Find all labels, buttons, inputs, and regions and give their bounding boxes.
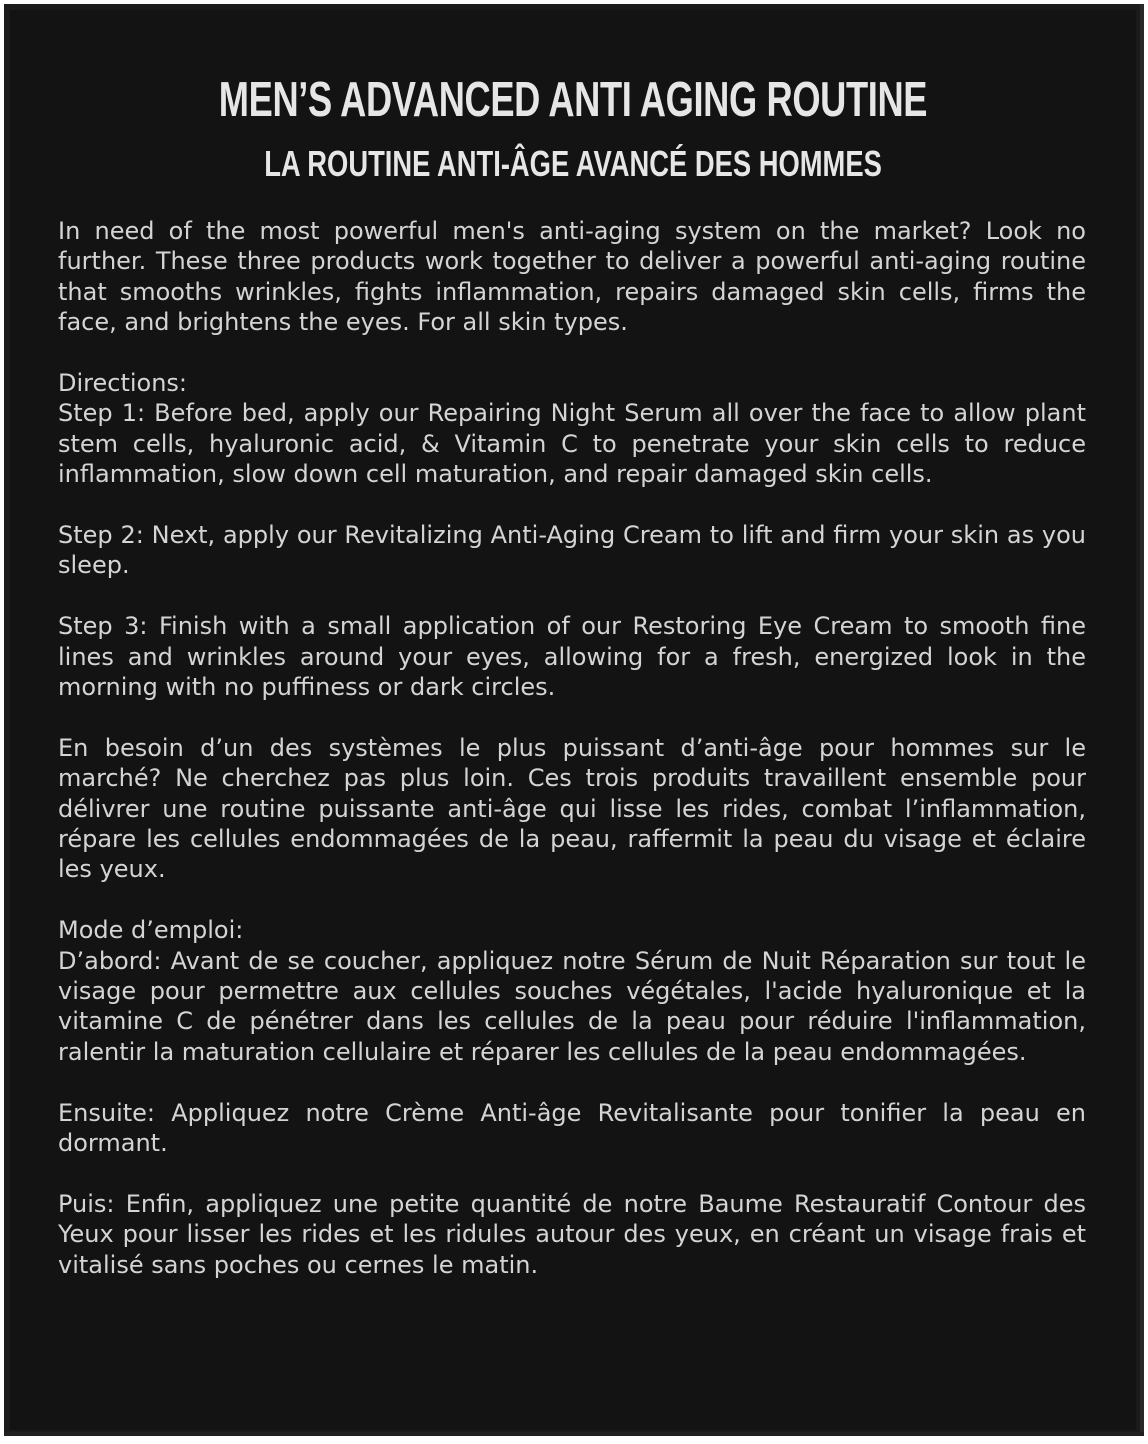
english-intro: In need of the most powerful men's anti-aging system on the market? Look no further. These three products work together to deliver a powerful anti-aging routine that smooths wrinkles, fights inflammation, repairs damaged skin cells, firms the face, and brightens the eyes. For all skin types. xyxy=(58,217,1086,337)
french-directions-label: Mode d’emploi: xyxy=(58,916,244,945)
french-intro: En besoin d’un des systèmes le plus puissant d’anti-âge pour hommes sur le marché? Ne cherchez pas plus loin. Ces trois produits travaillent ensemble pour délivrer une routine puissante anti-âge qui lisse les rides, combat l’inflammation, répare les cellules endommagées de la peau, raffermit la peau du visage et éclaire les yeux. xyxy=(58,733,1086,884)
french-step-2: Ensuite: Appliquez notre Crème Anti-âge Revitalisante pour tonifier la peau en dormant. xyxy=(58,1098,1086,1158)
english-step-2: Step 2: Next, apply our Revitalizing Anti-Aging Cream to lift and firm your skin as you sleep. xyxy=(58,521,1086,580)
english-step-3: Step 3: Finish with a small application of our Restoring Eye Cream to smooth fine lines and wrinkles around your eyes, allowing for a fresh, energized look in the morning with no puffiness or dark circles. xyxy=(58,612,1086,702)
english-directions-label: Directions: xyxy=(58,369,188,398)
box-edge-right xyxy=(1140,4,1144,1436)
description-body xyxy=(58,216,1086,1311)
box-edge-bottom xyxy=(4,1432,1144,1436)
french-step-3: Puis: Enfin, appliquez une petite quantité de notre Baume Restauratif Contour des Yeux pour lisser les rides et les ridules autour des yeux, en créant un visage frais et vitalisé sans poches ou cernes le matin. xyxy=(58,1189,1086,1279)
title-english: MEN’S ADVANCED ANTI AGING ROUTINE xyxy=(218,73,928,127)
english-step-1: Step 1: Before bed, apply our Repairing Night Serum all over the face to allow plant stem cells, hyaluronic acid, & Vitamin C to penetrate your skin cells to reduce inflammation, slow down cell maturation, and repair damaged skin cells. xyxy=(58,399,1086,489)
french-step-1: D’abord: Avant de se coucher, appliquez notre Sérum de Nuit Réparation sur tout le visage pour permettre aux cellules souches végétales, l'acide hyaluronique et la vitamine C de pénétrer dans les cellules de la peau pour réduire l'inflammation, ralentir la maturation cellulaire et réparer les cellules de la peau endommagées. xyxy=(58,946,1086,1066)
title-french: LA ROUTINE ANTI-ÂGE AVANCÉ DES HOMMES xyxy=(264,143,882,184)
